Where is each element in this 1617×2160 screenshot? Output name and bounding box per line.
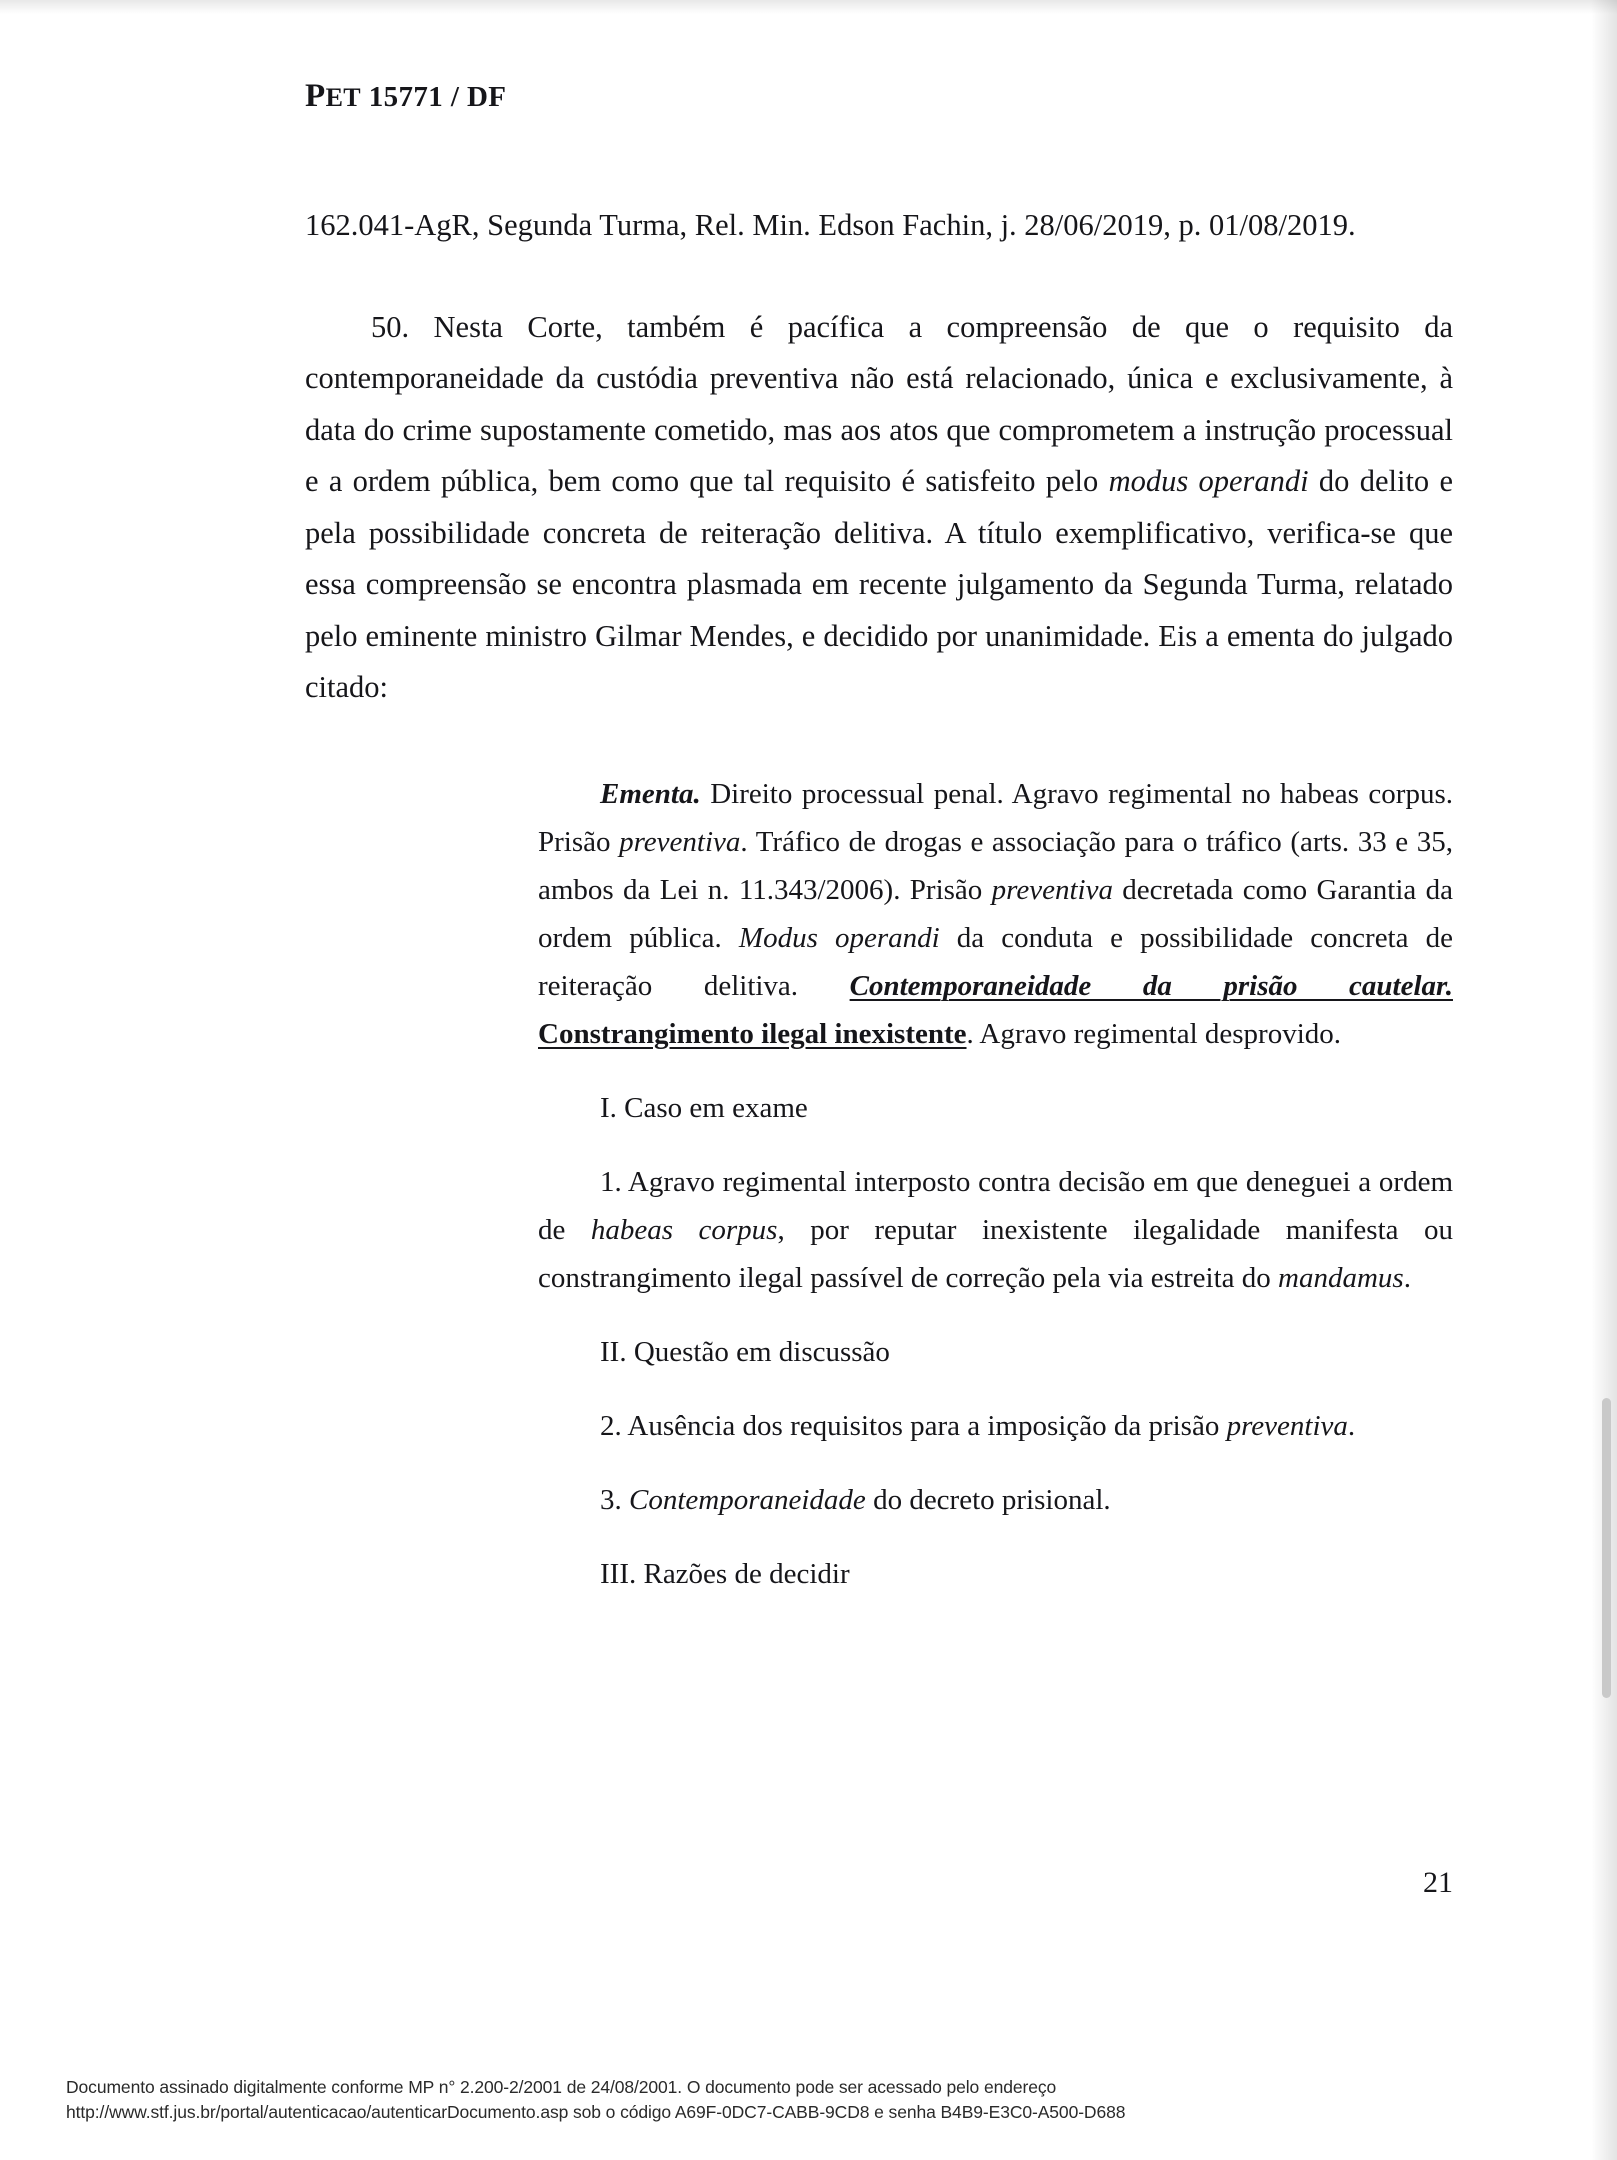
spacer (538, 1376, 1453, 1402)
ementa-seg-6: . Agravo regimental desprovido. (966, 1017, 1342, 1050)
page-header-case-id (305, 78, 506, 115)
spacer (305, 252, 1453, 302)
continuation-paragraph: 162.041-AgR, Segunda Turma, Rel. Min. Edson Fachin, j. 28/06/2019, p. 01/08/2019. (305, 208, 1356, 242)
item-3-seg-1: 3. (600, 1483, 629, 1516)
paragraph-50-italic-modus-operandi: modus operandi (1108, 464, 1309, 498)
ementa-seg-1: Direito processual penal. Agravo regimental no habeas corpus. Prisão (538, 777, 1453, 858)
ementa-quote-block (538, 770, 1453, 1598)
ementa-italic-modus-operandi: Modus operandi (738, 921, 940, 954)
item-2-seg-1: 2. Ausência dos requisitos para a imposição da prisão (600, 1409, 1227, 1442)
spacer (305, 714, 1453, 770)
scan-shadow-right (1591, 0, 1617, 2160)
section-II-item-2 (538, 1402, 1453, 1450)
digital-signature-footer (66, 2075, 1125, 2125)
item-1-seg-1: 1. Agravo regimental interposto contra decisão em que deneguei a ordem de (538, 1165, 1453, 1246)
page-number: 21 (1423, 1866, 1453, 1899)
footer-line-1: Documento assinado digitalmente conforme MP n° 2.200-2/2001 de 24/08/2001. O documento pode ser acessado pelo endereço (66, 2077, 1057, 2097)
section-heading-II: II. Questão em discussão (600, 1335, 890, 1368)
section-heading-III: III. Razões de decidir (600, 1557, 850, 1590)
case-number: 15771 / DF (361, 81, 507, 113)
ementa-emphasis-constrangimento: Constrangimento ilegal inexistente (538, 1017, 967, 1050)
ementa-italic-preventiva-1: preventiva (619, 825, 741, 858)
scan-shadow-top (0, 0, 1617, 14)
paragraph-50 (305, 302, 1453, 714)
ementa-label: Ementa. (600, 777, 701, 810)
section-heading-I: I. Caso em exame (600, 1091, 808, 1124)
item-1-italic-mandamus: mandamus (1278, 1261, 1404, 1294)
item-2-italic-preventiva: preventiva (1226, 1409, 1348, 1442)
ementa-italic-preventiva-2: preventiva (991, 873, 1113, 906)
section-II-item-3 (538, 1476, 1453, 1524)
spacer (538, 1058, 1453, 1084)
item-3-italic-contemporaneidade: Contemporaneidade (629, 1483, 866, 1516)
section-I-item-1 (538, 1158, 1453, 1302)
item-1-seg-2: , por reputar inexistente ilegalidade manifesta ou constrangimento ilegal passível de correção pela via estreita do (538, 1213, 1453, 1294)
paragraph-50-part-1: 50. Nesta Corte, também é pacífica a compreensão de que o requisito da contemporaneidade da custódia preventiva não está relacionado, única e exclusivamente, à data do crime supostamente cometido, mas aos atos que comprometem a instrução processual e a ordem pública, bem como que tal requisito é satisfeito pelo (305, 309, 1453, 498)
ementa-seg-4: da conduta e possibilidade concreta de reiteração delitiva. (538, 921, 1453, 1002)
case-prefix-first-letter: P (305, 78, 326, 114)
ementa-seg-3: decretada como Garantia da ordem pública. (538, 873, 1453, 954)
document-body (305, 200, 1453, 1598)
paragraph-50-part-2: do delito e pela possibilidade concreta de reiteração delitiva. A título exemplificativo, verifica-se que essa compreensão se encontra plasmada em recente julgamento da Segunda Turma, relatado pelo eminente ministro Gilmar Mendes, e decidido por unanimidade. Eis a ementa do julgado citado: (305, 464, 1454, 704)
item-3-seg-2: do decreto prisional. (865, 1483, 1111, 1516)
ementa-paragraph (538, 770, 1453, 1058)
spacer (538, 1524, 1453, 1550)
vertical-scrollbar[interactable] (1602, 1398, 1611, 1698)
spacer (538, 1450, 1453, 1476)
item-2-seg-2: . (1347, 1409, 1356, 1442)
item-1-italic-habeas-corpus: habeas corpus (590, 1213, 778, 1246)
ementa-emphasis-contemporaneidade: Contemporaneidade da prisão cautelar. (849, 969, 1453, 1002)
item-1-seg-3: . (1403, 1261, 1411, 1294)
spacer (538, 1132, 1453, 1158)
ementa-seg-2: . Tráfico de drogas e associação para o tráfico (arts. 33 e 35, ambos da Lei n. 11.343/2006). Prisão (538, 825, 1453, 906)
footer-line-2: http://www.stf.jus.br/portal/autenticacao/autenticarDocumento.asp sob o código A69F-0DC7-CABB-9CD8 e senha B4B9-E3C0-A500-D688 (66, 2102, 1126, 2122)
spacer (538, 1302, 1453, 1328)
case-prefix-rest: ET (325, 83, 362, 112)
